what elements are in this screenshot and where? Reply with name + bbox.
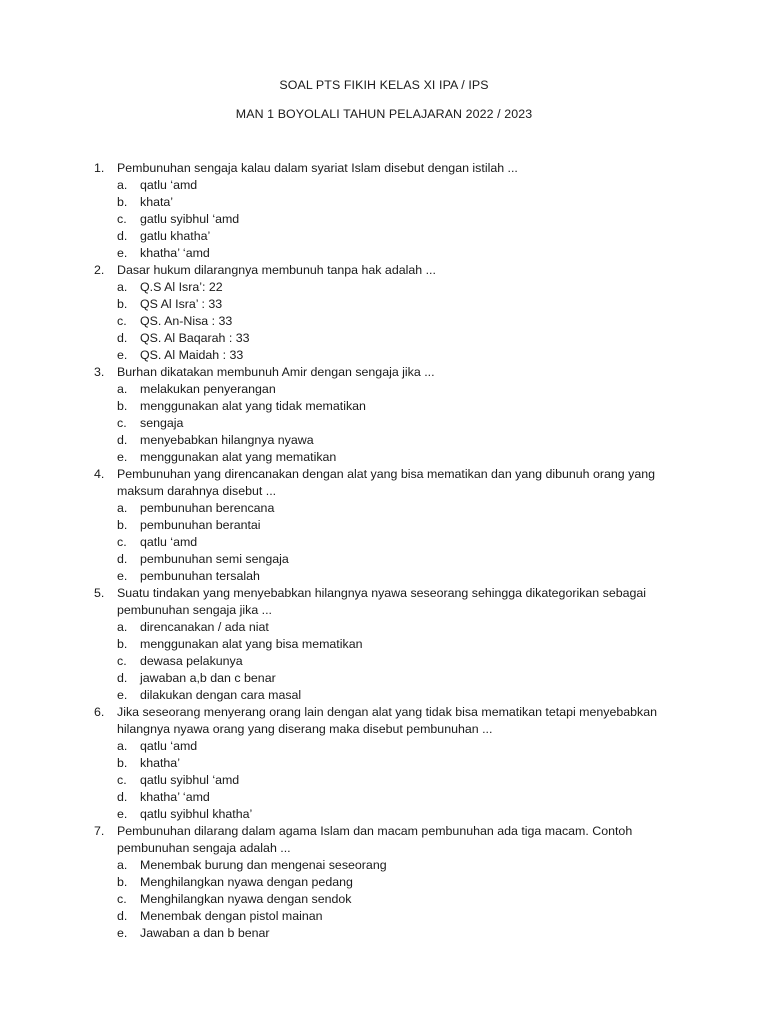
- option-text: menggunakan alat yang mematikan: [140, 450, 337, 464]
- question-row: [94, 262, 694, 279]
- answer-option: [94, 653, 694, 670]
- option-text: melakukan penyerangan: [140, 382, 276, 396]
- answer-option: [94, 670, 694, 687]
- option-letter: a.: [117, 620, 128, 634]
- option-letter: b.: [117, 399, 128, 413]
- option-letter: e.: [117, 450, 128, 464]
- question-text: Dasar hukum dilarangnya membunuh tanpa hak adalah ...: [117, 263, 436, 277]
- question-item: [94, 364, 694, 466]
- answer-option: [94, 772, 694, 789]
- answer-option: [94, 432, 694, 449]
- option-letter: d.: [117, 671, 128, 685]
- answer-option: [94, 296, 694, 313]
- option-text: QS. Al Baqarah : 33: [140, 331, 250, 345]
- option-letter: d.: [117, 433, 128, 447]
- option-text: khatha’ ‘amd: [140, 790, 210, 804]
- question-item: [94, 466, 694, 585]
- answer-option: [94, 177, 694, 194]
- answer-option: [94, 636, 694, 653]
- option-letter: e.: [117, 569, 128, 583]
- option-letter: a.: [117, 280, 128, 294]
- option-letter: c.: [117, 892, 127, 906]
- option-letter: e.: [117, 807, 128, 821]
- option-text: pembunuhan semi sengaja: [140, 552, 289, 566]
- answer-option: [94, 857, 694, 874]
- answer-option: [94, 925, 694, 942]
- question-row: [94, 823, 694, 857]
- question-row: [94, 585, 694, 619]
- answer-option: [94, 534, 694, 551]
- option-text: direncanakan / ada niat: [140, 620, 269, 634]
- option-text: pembunuhan tersalah: [140, 569, 260, 583]
- answer-option: [94, 687, 694, 704]
- option-text: QS. An-Nisa : 33: [140, 314, 233, 328]
- question-text: Jika seseorang menyerang orang lain dengan alat yang tidak bisa mematikan tetapi menyebabkan hilangnya nyawa orang yang diserang maka disebut pembunuhan ...: [117, 705, 658, 736]
- answer-options: [94, 738, 694, 823]
- option-letter: d.: [117, 229, 128, 243]
- answer-option: [94, 806, 694, 823]
- answer-option: [94, 908, 694, 925]
- question-row: [94, 466, 694, 500]
- option-text: QS. Al Maidah : 33: [140, 348, 244, 362]
- question-number: 6.: [94, 705, 105, 719]
- option-text: menggunakan alat yang tidak mematikan: [140, 399, 366, 413]
- question-number: 1.: [94, 161, 105, 175]
- question-item: [94, 262, 694, 364]
- answer-option: [94, 449, 694, 466]
- question-text: Suatu tindakan yang menyebabkan hilangnya nyawa seseorang sehingga dikategorikan sebagai pembunuhan sengaja jika ...: [117, 586, 647, 617]
- answer-option: [94, 568, 694, 585]
- option-text: QS Al Isra’ : 33: [140, 297, 223, 311]
- answer-options: [94, 500, 694, 585]
- answer-option: [94, 551, 694, 568]
- option-text: dewasa pelakunya: [140, 654, 243, 668]
- answer-option: [94, 347, 694, 364]
- option-text: qatlu ‘amd: [140, 178, 198, 192]
- option-text: Menembak burung dan mengenai seseorang: [140, 858, 387, 872]
- option-letter: b.: [117, 297, 128, 311]
- option-text: khatha’: [140, 756, 180, 770]
- answer-options: [94, 619, 694, 704]
- option-letter: c.: [117, 212, 127, 226]
- question-item: [94, 823, 694, 942]
- answer-option: [94, 415, 694, 432]
- answer-option: [94, 381, 694, 398]
- answer-option: [94, 619, 694, 636]
- option-letter: b.: [117, 195, 128, 209]
- option-letter: a.: [117, 178, 128, 192]
- option-letter: d.: [117, 909, 128, 923]
- option-letter: a.: [117, 858, 128, 872]
- option-letter: b.: [117, 756, 128, 770]
- question-number: 7.: [94, 824, 105, 838]
- option-letter: c.: [117, 416, 127, 430]
- option-text: qatlu syibhul khatha’: [140, 807, 253, 821]
- answer-options: [94, 857, 694, 942]
- option-text: pembunuhan berencana: [140, 501, 275, 515]
- option-letter: a.: [117, 382, 128, 396]
- answer-option: [94, 279, 694, 296]
- option-text: menyebabkan hilangnya nyawa: [140, 433, 314, 447]
- option-text: Menghilangkan nyawa dengan sendok: [140, 892, 352, 906]
- question-item: [94, 585, 694, 704]
- answer-options: [94, 279, 694, 364]
- option-letter: d.: [117, 552, 128, 566]
- option-text: gatlu syibhul ‘amd: [140, 212, 240, 226]
- option-letter: c.: [117, 314, 127, 328]
- question-text: Pembunuhan sengaja kalau dalam syariat Islam disebut dengan istilah ...: [117, 161, 518, 175]
- option-text: qatlu ‘amd: [140, 739, 198, 753]
- option-letter: e.: [117, 688, 128, 702]
- option-text: gatlu khatha’: [140, 229, 211, 243]
- option-text: qatlu ‘amd: [140, 535, 198, 549]
- question-row: [94, 160, 694, 177]
- option-letter: b.: [117, 637, 128, 651]
- option-letter: a.: [117, 739, 128, 753]
- option-text: Menembak dengan pistol mainan: [140, 909, 323, 923]
- option-letter: a.: [117, 501, 128, 515]
- option-letter: e.: [117, 246, 128, 260]
- option-text: Menghilangkan nyawa dengan pedang: [140, 875, 353, 889]
- option-letter: c.: [117, 654, 127, 668]
- question-row: [94, 364, 694, 381]
- question-text: Pembunuhan dilarang dalam agama Islam dan macam pembunuhan ada tiga macam. Contoh pembunuhan sengaja adalah ...: [117, 824, 633, 855]
- document-title: SOAL PTS FIKIH KELAS XI IPA / IPS: [279, 78, 489, 92]
- option-text: jawaban a,b dan c benar: [140, 671, 276, 685]
- answer-option: [94, 891, 694, 908]
- answer-option: [94, 228, 694, 245]
- answer-option: [94, 194, 694, 211]
- option-text: khata’: [140, 195, 174, 209]
- option-text: dilakukan dengan cara masal: [140, 688, 302, 702]
- answer-option: [94, 738, 694, 755]
- option-letter: c.: [117, 773, 127, 787]
- option-letter: e.: [117, 348, 128, 362]
- option-letter: d.: [117, 790, 128, 804]
- option-letter: e.: [117, 926, 128, 940]
- option-letter: c.: [117, 535, 127, 549]
- answer-options: [94, 381, 694, 466]
- question-row: [94, 704, 694, 738]
- option-letter: d.: [117, 331, 128, 345]
- answer-option: [94, 313, 694, 330]
- question-list: [94, 160, 694, 942]
- answer-option: [94, 398, 694, 415]
- question-number: 3.: [94, 365, 105, 379]
- option-text: pembunuhan berantai: [140, 518, 261, 532]
- question-number: 4.: [94, 467, 105, 481]
- answer-option: [94, 211, 694, 228]
- question-item: [94, 160, 694, 262]
- option-letter: b.: [117, 518, 128, 532]
- question-number: 2.: [94, 263, 105, 277]
- option-text: Q.S Al Isra’: 22: [140, 280, 223, 294]
- answer-option: [94, 789, 694, 806]
- answer-options: [94, 177, 694, 262]
- question-item: [94, 704, 694, 823]
- answer-option: [94, 755, 694, 772]
- question-text: Pembunuhan yang direncanakan dengan alat yang bisa mematikan dan yang dibunuh orang yang maksum darahnya disebut ...: [117, 467, 656, 498]
- answer-option: [94, 330, 694, 347]
- answer-option: [94, 517, 694, 534]
- option-text: sengaja: [140, 416, 184, 430]
- option-letter: b.: [117, 875, 128, 889]
- document-subtitle: MAN 1 BOYOLALI TAHUN PELAJARAN 2022 / 2023: [235, 107, 533, 121]
- answer-option: [94, 245, 694, 262]
- option-text: Jawaban a dan b benar: [140, 926, 270, 940]
- option-text: menggunakan alat yang bisa mematikan: [140, 637, 363, 651]
- question-number: 5.: [94, 586, 105, 600]
- option-text: qatlu syibhul ‘amd: [140, 773, 240, 787]
- question-text: Burhan dikatakan membunuh Amir dengan sengaja jika ...: [117, 365, 435, 379]
- answer-option: [94, 874, 694, 891]
- option-text: khatha’ ‘amd: [140, 246, 210, 260]
- answer-option: [94, 500, 694, 517]
